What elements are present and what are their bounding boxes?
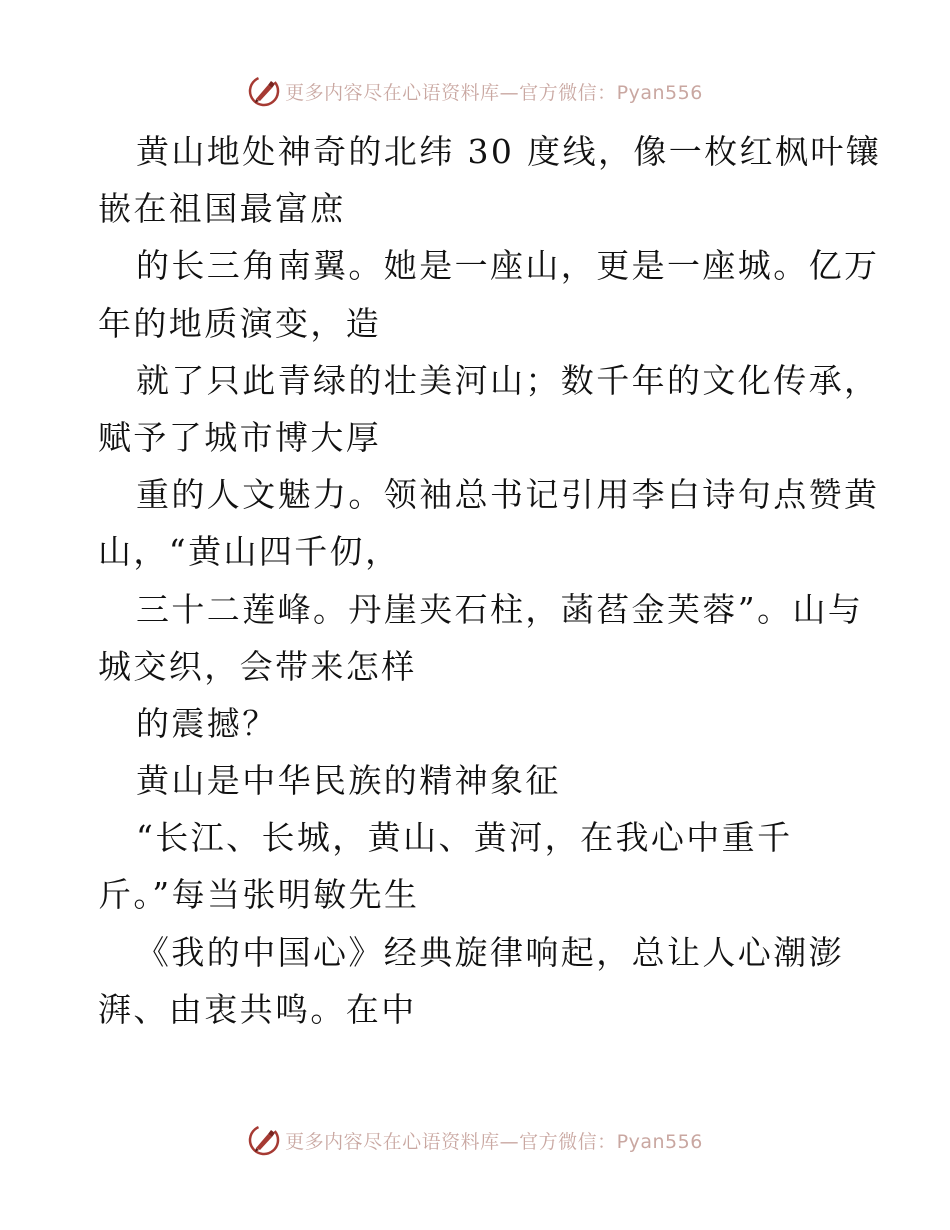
text-line: 山，“黄山四千仞，: [98, 532, 401, 572]
text-line: 重的人文魅力。领袖总书记引用李白诗句点赞黄: [136, 475, 880, 515]
text-line: 赋予了城市博大厚: [98, 417, 382, 457]
text-line: 《我的中国心》经典旋律响起，总让人心潮澎: [136, 932, 844, 972]
text-line: 黄山地处神奇的北纬 30 度线，像一枚红枫叶镶: [136, 132, 882, 171]
pen-circle-icon: [247, 1123, 281, 1157]
header-watermark: [0, 71, 950, 111]
text-line: “长江、长城，黄山、黄河，在我心中重千: [136, 818, 793, 858]
text-line: 黄山是中华民族的精神象征: [136, 761, 561, 801]
text-line: 就了只此青绿的壮美河山；数千年的文化传承，: [136, 360, 880, 400]
text-line: 的震撼？: [136, 703, 278, 743]
text-line: 三十二莲峰。丹崖夹石柱，菡萏金芙蓉”。山与: [136, 589, 864, 629]
text-line: 嵌在祖国最富庶: [98, 189, 346, 229]
watermark-text: 更多内容尽在心语资料库—官方微信：Pyan556: [285, 81, 703, 104]
footer-watermark: [0, 1120, 950, 1160]
watermark-text: 更多内容尽在心语资料库—官方微信：Pyan556: [285, 1130, 703, 1153]
text-line: 年的地质演变，造: [98, 303, 382, 343]
text-line: 城交织，会带来怎样: [98, 646, 417, 686]
text-line: 的长三角南翼。她是一座山，更是一座城。亿万: [136, 246, 880, 286]
pen-circle-icon: [247, 74, 281, 108]
text-line: 湃、由衷共鸣。在中: [98, 989, 417, 1029]
document-body: [98, 123, 882, 1038]
text-line: 斤。”每当张明敏先生: [98, 875, 420, 915]
